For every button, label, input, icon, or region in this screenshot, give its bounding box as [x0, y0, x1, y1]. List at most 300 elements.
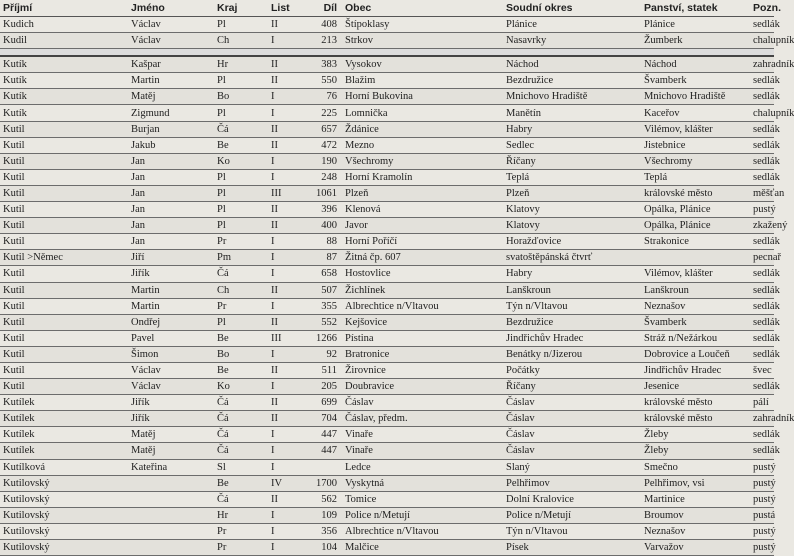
table-row[interactable]	[0, 346, 774, 362]
cell-jmeno	[128, 491, 214, 507]
cell-kraj: Pl	[214, 218, 268, 234]
cell-prijmi: Kutilovský	[0, 507, 128, 523]
cell-kraj: Pr	[214, 234, 268, 250]
cell-jmeno: Jan	[128, 234, 214, 250]
cell-okres: Jindřichův Hradec	[503, 330, 641, 346]
cell-list: I	[268, 298, 298, 314]
table-row[interactable]	[0, 507, 774, 523]
col-header-pozn[interactable]: Pozn.	[750, 0, 774, 17]
cell-obec: Všechromy	[342, 153, 503, 169]
cell-panstvi: královské město	[641, 185, 750, 201]
cell-list: II	[268, 314, 298, 330]
cell-list: II	[268, 395, 298, 411]
cell-obec: Doubravice	[342, 379, 503, 395]
cell-jmeno: Burjan	[128, 121, 214, 137]
table-row[interactable]	[0, 234, 774, 250]
cell-pozn: sedlák	[750, 427, 774, 443]
cell-okres: Bezdružice	[503, 73, 641, 89]
table-row[interactable]	[0, 33, 774, 49]
table-row[interactable]	[0, 121, 774, 137]
cell-list: I	[268, 379, 298, 395]
cell-dil: 408	[298, 17, 342, 33]
cell-pozn: sedlák	[750, 234, 774, 250]
cell-okres: Teplá	[503, 169, 641, 185]
cell-obec: Žitná čp. 607	[342, 250, 503, 266]
cell-pozn: sedlák	[750, 17, 774, 33]
cell-obec: Blažim	[342, 73, 503, 89]
cell-kraj: Hr	[214, 507, 268, 523]
cell-panstvi: královské město	[641, 395, 750, 411]
cell-kraj: Be	[214, 362, 268, 378]
table-row[interactable]	[0, 105, 774, 121]
cell-list: I	[268, 33, 298, 49]
cell-panstvi: Žleby	[641, 427, 750, 443]
cell-panstvi: Žleby	[641, 443, 750, 459]
cell-panstvi: Varvažov	[641, 540, 750, 556]
cell-obec: Horní Bukovina	[342, 89, 503, 105]
table-row[interactable]	[0, 202, 774, 218]
cell-obec: Vinaře	[342, 443, 503, 459]
cell-panstvi: Martinice	[641, 491, 750, 507]
cell-jmeno: Martin	[128, 282, 214, 298]
cell-prijmi: Kutil	[0, 266, 128, 282]
cell-jmeno: Václav	[128, 33, 214, 49]
cell-pozn: sedlák	[750, 266, 774, 282]
cell-prijmi: Kutil	[0, 314, 128, 330]
cell-okres: Plzeň	[503, 185, 641, 201]
cell-obec: Klenová	[342, 202, 503, 218]
cell-okres: Čáslav	[503, 427, 641, 443]
cell-jmeno: Kašpar	[128, 56, 214, 73]
cell-okres: Říčany	[503, 153, 641, 169]
cell-obec: Strkov	[342, 33, 503, 49]
cell-kraj: Be	[214, 475, 268, 491]
cell-jmeno	[128, 523, 214, 539]
cell-pozn: pustá	[750, 507, 774, 523]
table-row[interactable]	[0, 218, 774, 234]
cell-obec: Pístina	[342, 330, 503, 346]
cell-prijmi: Kutílková	[0, 459, 128, 475]
cell-panstvi: Jesenice	[641, 379, 750, 395]
cell-panstvi: Pelhřimov, vsi	[641, 475, 750, 491]
cell-jmeno: Pavel	[128, 330, 214, 346]
cell-dil: 92	[298, 346, 342, 362]
cell-jmeno: Zigmund	[128, 105, 214, 121]
col-header-kraj[interactable]: Kraj	[214, 0, 268, 17]
cell-prijmi: Kutík	[0, 89, 128, 105]
cell-prijmi: Kutil	[0, 153, 128, 169]
cell-obec: Žichlínek	[342, 282, 503, 298]
cell-panstvi: Lanškroun	[641, 282, 750, 298]
table-row[interactable]	[0, 395, 774, 411]
cell-jmeno: Jakub	[128, 137, 214, 153]
table-row[interactable]	[0, 491, 774, 507]
cell-jmeno: Jiřík	[128, 395, 214, 411]
cell-prijmi: Kutík	[0, 73, 128, 89]
table-row[interactable]	[0, 169, 774, 185]
col-header-jmeno[interactable]: Jméno	[128, 0, 214, 17]
cell-pozn: měšťan	[750, 185, 774, 201]
cell-kraj: Pl	[214, 202, 268, 218]
cell-kraj: Hr	[214, 56, 268, 73]
cell-list: I	[268, 169, 298, 185]
cell-dil: 190	[298, 153, 342, 169]
cell-panstvi: Opálka, Plánice	[641, 218, 750, 234]
cell-list: II	[268, 282, 298, 298]
cell-pozn: chalupník	[750, 105, 774, 121]
table-row[interactable]	[0, 330, 774, 346]
cell-pozn: chalupník	[750, 33, 774, 49]
cell-jmeno: Jan	[128, 202, 214, 218]
cell-kraj: Pl	[214, 17, 268, 33]
cell-prijmi: Kutilovský	[0, 540, 128, 556]
cell-dil: 356	[298, 523, 342, 539]
cell-okres: Nasavrky	[503, 33, 641, 49]
cell-kraj: Pm	[214, 250, 268, 266]
cell-list: I	[268, 89, 298, 105]
cell-prijmi: Kutil	[0, 121, 128, 137]
cell-dil: 699	[298, 395, 342, 411]
cell-panstvi	[641, 250, 750, 266]
cell-list: I	[268, 105, 298, 121]
cell-dil: 507	[298, 282, 342, 298]
cell-obec: Tomice	[342, 491, 503, 507]
table-row[interactable]	[0, 17, 774, 33]
table-row[interactable]	[0, 298, 774, 314]
cell-obec: Mezno	[342, 137, 503, 153]
cell-prijmi: Kutil	[0, 346, 128, 362]
cell-obec: Albrechtice n/Vltavou	[342, 523, 503, 539]
cell-kraj: Čá	[214, 491, 268, 507]
cell-okres: Klatovy	[503, 202, 641, 218]
table-row[interactable]	[0, 282, 774, 298]
cell-jmeno: Jiří	[128, 250, 214, 266]
cell-kraj: Be	[214, 330, 268, 346]
cell-jmeno: Matěj	[128, 89, 214, 105]
cell-pozn: sedlák	[750, 346, 774, 362]
cell-pozn: pustý	[750, 475, 774, 491]
cell-obec: Štípoklasy	[342, 17, 503, 33]
cell-dil: 447	[298, 443, 342, 459]
cell-kraj: Pl	[214, 105, 268, 121]
cell-prijmi: Kutilovský	[0, 523, 128, 539]
cell-pozn: zahradník	[750, 411, 774, 427]
cell-prijmi: Kutílek	[0, 395, 128, 411]
cell-jmeno: Šimon	[128, 346, 214, 362]
cell-panstvi: Vilémov, klášter	[641, 266, 750, 282]
cell-okres: Čáslav	[503, 395, 641, 411]
cell-list: I	[268, 507, 298, 523]
cell-kraj: Čá	[214, 395, 268, 411]
cell-prijmi: Kutílek	[0, 411, 128, 427]
cell-prijmi: Kudil	[0, 33, 128, 49]
cell-obec: Albrechtice n/Vltavou	[342, 298, 503, 314]
cell-list: I	[268, 443, 298, 459]
cell-prijmi: Kutil	[0, 330, 128, 346]
cell-list: I	[268, 459, 298, 475]
cell-prijmi: Kutílek	[0, 427, 128, 443]
cell-dil: 213	[298, 33, 342, 49]
cell-obec: Plzeň	[342, 185, 503, 201]
cell-dil: 472	[298, 137, 342, 153]
col-header-okres[interactable]: Soudní okres	[503, 0, 641, 17]
cell-jmeno: Jan	[128, 218, 214, 234]
cell-obec: Čáslav	[342, 395, 503, 411]
cell-jmeno: Martin	[128, 298, 214, 314]
cell-okres: Plánice	[503, 17, 641, 33]
cell-obec: Javor	[342, 218, 503, 234]
cell-prijmi: Kutilovský	[0, 475, 128, 491]
cell-obec: Vysokov	[342, 56, 503, 73]
cell-jmeno: Martin	[128, 73, 214, 89]
table-row[interactable]	[0, 475, 774, 491]
cell-pozn: sedlák	[750, 137, 774, 153]
cell-panstvi: Teplá	[641, 169, 750, 185]
cell-pozn: pecnař	[750, 250, 774, 266]
cell-pozn: sedlák	[750, 169, 774, 185]
cell-kraj: Pl	[214, 73, 268, 89]
table-divider	[0, 49, 774, 57]
cell-obec: Ždánice	[342, 121, 503, 137]
cell-list: I	[268, 523, 298, 539]
cell-obec: Vinaře	[342, 427, 503, 443]
cell-list: I	[268, 540, 298, 556]
cell-panstvi: Žumberk	[641, 33, 750, 49]
cell-kraj: Čá	[214, 443, 268, 459]
cell-pozn: sedlák	[750, 330, 774, 346]
col-header-prijmi[interactable]: Příjmí	[0, 0, 128, 17]
cell-jmeno: Václav	[128, 17, 214, 33]
cell-panstvi: Jindřichův Hradec	[641, 362, 750, 378]
cell-list: I	[268, 346, 298, 362]
cell-kraj: Čá	[214, 121, 268, 137]
cell-okres: Čáslav	[503, 443, 641, 459]
col-header-list[interactable]: List	[268, 0, 298, 17]
col-header-dil[interactable]: Díl	[298, 0, 342, 17]
cell-jmeno: Matěj	[128, 427, 214, 443]
table-row[interactable]	[0, 379, 774, 395]
cell-dil: 550	[298, 73, 342, 89]
cell-list: I	[268, 427, 298, 443]
cell-okres: Týn n/Vltavou	[503, 523, 641, 539]
cell-okres: Lanškroun	[503, 282, 641, 298]
cell-okres: Písek	[503, 540, 641, 556]
table-row[interactable]	[0, 427, 774, 443]
cell-kraj: Pl	[214, 169, 268, 185]
cell-panstvi: Broumov	[641, 507, 750, 523]
table-row[interactable]	[0, 56, 774, 73]
cell-dil: 76	[298, 89, 342, 105]
cell-kraj: Ch	[214, 33, 268, 49]
cell-pozn: zahradník	[750, 56, 774, 73]
cell-prijmi: Kutil	[0, 362, 128, 378]
cell-kraj: Pr	[214, 540, 268, 556]
cell-dil: 1061	[298, 185, 342, 201]
table-row[interactable]	[0, 459, 774, 475]
cell-jmeno: Jan	[128, 185, 214, 201]
cell-panstvi: Neznašov	[641, 298, 750, 314]
cell-pozn: sedlák	[750, 379, 774, 395]
cell-okres: Sedlec	[503, 137, 641, 153]
cell-pozn: pustý	[750, 491, 774, 507]
cell-panstvi: Náchod	[641, 56, 750, 73]
cell-pozn: sedlák	[750, 314, 774, 330]
cell-jmeno: Jiřík	[128, 266, 214, 282]
cell-obec: Žirovnice	[342, 362, 503, 378]
table-row[interactable]	[0, 523, 774, 539]
cell-kraj: Sl	[214, 459, 268, 475]
cell-dil: 400	[298, 218, 342, 234]
cell-obec: Vyskytná	[342, 475, 503, 491]
cell-dil: 355	[298, 298, 342, 314]
cell-pozn: sedlák	[750, 298, 774, 314]
cell-okres: Náchod	[503, 56, 641, 73]
cell-panstvi: Stráž n/Nežárkou	[641, 330, 750, 346]
cell-list: I	[268, 266, 298, 282]
cell-okres: Pelhřimov	[503, 475, 641, 491]
cell-pozn: pustý	[750, 523, 774, 539]
cell-kraj: Pl	[214, 185, 268, 201]
cell-kraj: Ko	[214, 379, 268, 395]
table-row[interactable]	[0, 362, 774, 378]
cell-list: II	[268, 73, 298, 89]
col-header-obec[interactable]: Obec	[342, 0, 503, 17]
cell-jmeno: Jiřík	[128, 411, 214, 427]
cell-panstvi: Vilémov, klášter	[641, 121, 750, 137]
cell-kraj: Be	[214, 137, 268, 153]
cell-jmeno: Jan	[128, 169, 214, 185]
cell-obec: Ledce	[342, 459, 503, 475]
cell-list: I	[268, 234, 298, 250]
cell-list: II	[268, 202, 298, 218]
cell-list: II	[268, 17, 298, 33]
cell-dil: 552	[298, 314, 342, 330]
cell-prijmi: Kutil >Němec	[0, 250, 128, 266]
cell-pozn: sedlák	[750, 443, 774, 459]
cell-okres: Počátky	[503, 362, 641, 378]
cell-dil: 658	[298, 266, 342, 282]
cell-kraj: Čá	[214, 427, 268, 443]
cell-panstvi: Opálka, Plánice	[641, 202, 750, 218]
table-row[interactable]	[0, 314, 774, 330]
cell-okres: Habry	[503, 121, 641, 137]
cell-okres: Slaný	[503, 459, 641, 475]
cell-prijmi: Kutil	[0, 137, 128, 153]
cell-pozn: pustý	[750, 459, 774, 475]
cell-pozn: švec	[750, 362, 774, 378]
cell-list: IV	[268, 475, 298, 491]
cell-okres: Říčany	[503, 379, 641, 395]
cell-okres: Manětín	[503, 105, 641, 121]
cell-dil: 396	[298, 202, 342, 218]
cell-obec: Čáslav, předm.	[342, 411, 503, 427]
cell-dil: 704	[298, 411, 342, 427]
cell-obec: Horní Kramolín	[342, 169, 503, 185]
cell-dil: 657	[298, 121, 342, 137]
cell-dil: 1700	[298, 475, 342, 491]
cell-prijmi: Kutík	[0, 105, 128, 121]
cell-obec: Kejšovice	[342, 314, 503, 330]
cell-dil: 447	[298, 427, 342, 443]
cell-pozn: pálí	[750, 395, 774, 411]
cell-prijmi: Kutil	[0, 379, 128, 395]
cell-pozn: sedlák	[750, 73, 774, 89]
cell-kraj: Pr	[214, 523, 268, 539]
cell-dil	[298, 459, 342, 475]
cell-prijmi: Kutil	[0, 169, 128, 185]
cell-list: III	[268, 330, 298, 346]
cell-dil: 248	[298, 169, 342, 185]
cell-prijmi: Kudich	[0, 17, 128, 33]
cell-kraj: Bo	[214, 89, 268, 105]
table-row[interactable]	[0, 153, 774, 169]
cell-kraj: Ch	[214, 282, 268, 298]
cell-kraj: Bo	[214, 346, 268, 362]
col-header-panstvi[interactable]: Panství, statek	[641, 0, 750, 17]
cell-panstvi: Plánice	[641, 17, 750, 33]
table-row[interactable]	[0, 443, 774, 459]
table-row[interactable]	[0, 185, 774, 201]
cell-jmeno: Kateřina	[128, 459, 214, 475]
cell-list: II	[268, 56, 298, 73]
cell-list: I	[268, 153, 298, 169]
table-row[interactable]	[0, 250, 774, 266]
table-row[interactable]	[0, 137, 774, 153]
cell-panstvi: Neznašov	[641, 523, 750, 539]
cell-jmeno: Václav	[128, 379, 214, 395]
cell-obec: Malčice	[342, 540, 503, 556]
cell-dil: 109	[298, 507, 342, 523]
table-row[interactable]	[0, 266, 774, 282]
cell-okres: Bezdružice	[503, 314, 641, 330]
cell-dil: 87	[298, 250, 342, 266]
cell-panstvi: královské město	[641, 411, 750, 427]
cell-jmeno: Jan	[128, 153, 214, 169]
table-row[interactable]	[0, 540, 774, 556]
cell-jmeno: Matěj	[128, 443, 214, 459]
cell-list: II	[268, 218, 298, 234]
cell-panstvi: Švamberk	[641, 73, 750, 89]
cell-jmeno: Ondřej	[128, 314, 214, 330]
cell-pozn: pustý	[750, 540, 774, 556]
cell-kraj: Pl	[214, 314, 268, 330]
cell-list: I	[268, 250, 298, 266]
cell-list: II	[268, 491, 298, 507]
cell-prijmi: Kutil	[0, 218, 128, 234]
table-row[interactable]	[0, 411, 774, 427]
cell-okres: Mnichovo Hradiště	[503, 89, 641, 105]
cell-okres: Benátky n/Jizerou	[503, 346, 641, 362]
table-row[interactable]	[0, 73, 774, 89]
cell-panstvi: Švamberk	[641, 314, 750, 330]
cell-dil: 383	[298, 56, 342, 73]
cell-kraj: Ko	[214, 153, 268, 169]
cell-list: II	[268, 411, 298, 427]
cell-prijmi: Kutil	[0, 185, 128, 201]
cell-dil: 562	[298, 491, 342, 507]
cell-pozn: sedlák	[750, 153, 774, 169]
cell-prijmi: Kutil	[0, 282, 128, 298]
cell-list: III	[268, 185, 298, 201]
table-row[interactable]	[0, 89, 774, 105]
cell-panstvi: Kaceřov	[641, 105, 750, 121]
cell-obec: Police n/Metují	[342, 507, 503, 523]
cell-pozn: sedlák	[750, 89, 774, 105]
cell-obec: Horní Poříčí	[342, 234, 503, 250]
cell-kraj: Čá	[214, 411, 268, 427]
cell-pozn: pustý	[750, 202, 774, 218]
cell-prijmi: Kutík	[0, 56, 128, 73]
